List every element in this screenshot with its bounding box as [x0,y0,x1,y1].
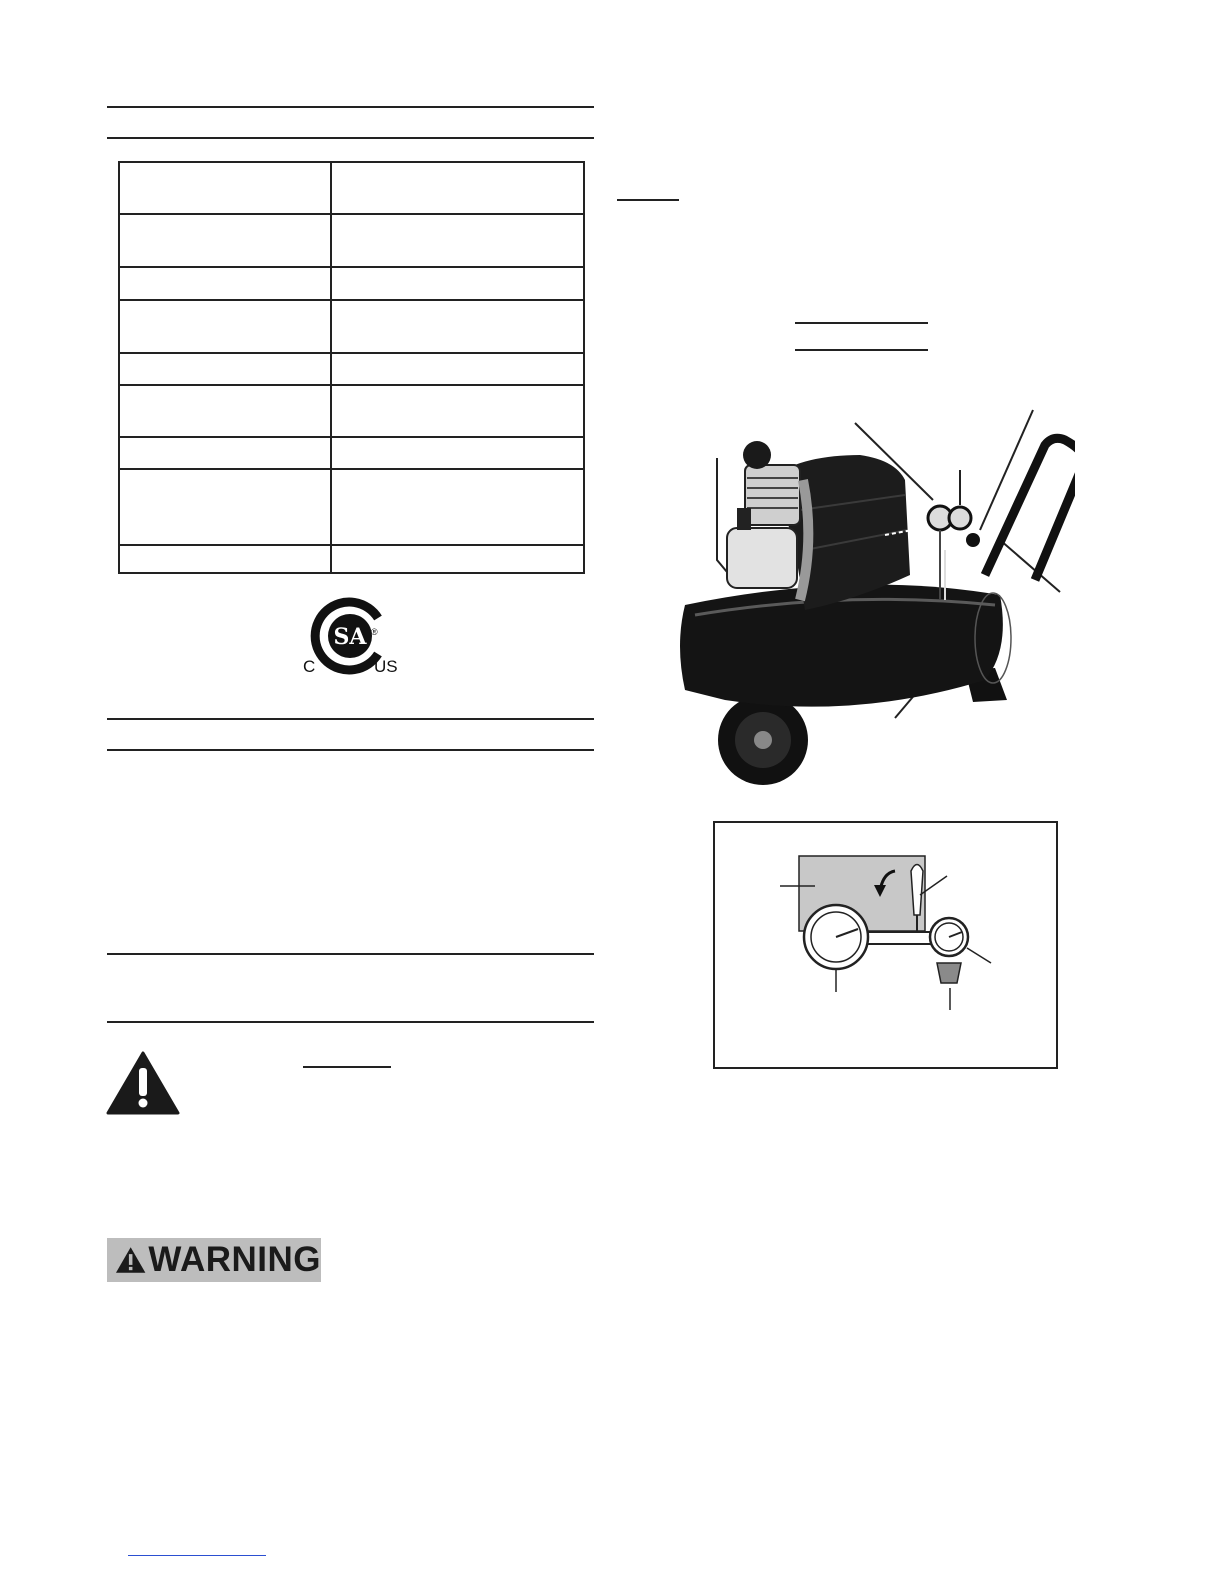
regulator-knob [966,533,980,547]
section-rule-lower-2 [107,1021,594,1023]
heading-underline [303,1066,391,1068]
figure-title-underline-2 [795,349,928,351]
gauge-detail-figure [713,821,1058,1069]
gauge-detail-drawing [715,823,1060,1071]
spec-label [119,214,331,267]
manifold-pipe [865,932,935,944]
spec-label [119,469,331,545]
section-rule-mid-2 [107,749,594,751]
quick-coupler [937,963,961,983]
spec-label [119,545,331,573]
spec-value [331,267,584,300]
spec-value [331,162,584,214]
warning-label [107,1238,321,1282]
spec-label [119,385,331,437]
outlet-gauge [949,507,971,529]
table-row [119,437,584,469]
figure-title-underline-1 [795,322,928,324]
registered-mark: ® [371,627,378,637]
leader-line-handle [980,410,1033,530]
figure-caption-underline [617,199,679,201]
spec-value [331,469,584,545]
spec-value [331,545,584,573]
section-rule-top-2 [107,137,594,139]
warning-triangle-icon [115,1245,146,1275]
hazard-triangle-icon [106,1050,180,1116]
pump-head [745,465,800,525]
section-rule-mid-1 [107,718,594,720]
footer-link[interactable] [128,1555,266,1556]
motor [727,528,797,588]
section-rule-lower-1 [107,953,594,955]
csa-c-mark: C [303,657,316,676]
leader-line-motor [717,458,727,572]
spec-value [331,214,584,267]
spec-label [119,267,331,300]
spec-value [331,353,584,385]
spec-value [331,385,584,437]
leader-line-outlet-gauge [967,948,991,963]
spec-label [119,437,331,469]
table-row [119,353,584,385]
spec-label [119,300,331,353]
table-row [119,545,584,573]
csa-us-mark: US [374,657,398,676]
regulator-knob [911,865,923,916]
spec-value [331,437,584,469]
table-row [119,214,584,267]
section-rule-top-1 [107,106,594,108]
warning-text: WARNING [148,1240,321,1279]
table-row [119,469,584,545]
spec-value [331,300,584,353]
svg-text:SA: SA [333,624,367,650]
air-compressor-illustration [655,400,1075,785]
table-row [119,300,584,353]
table-row [119,267,584,300]
table-row [119,385,584,437]
specifications-table [118,161,585,574]
tow-handle [985,438,1075,580]
spec-label [119,353,331,385]
table-row [119,162,584,214]
spec-label [119,162,331,214]
